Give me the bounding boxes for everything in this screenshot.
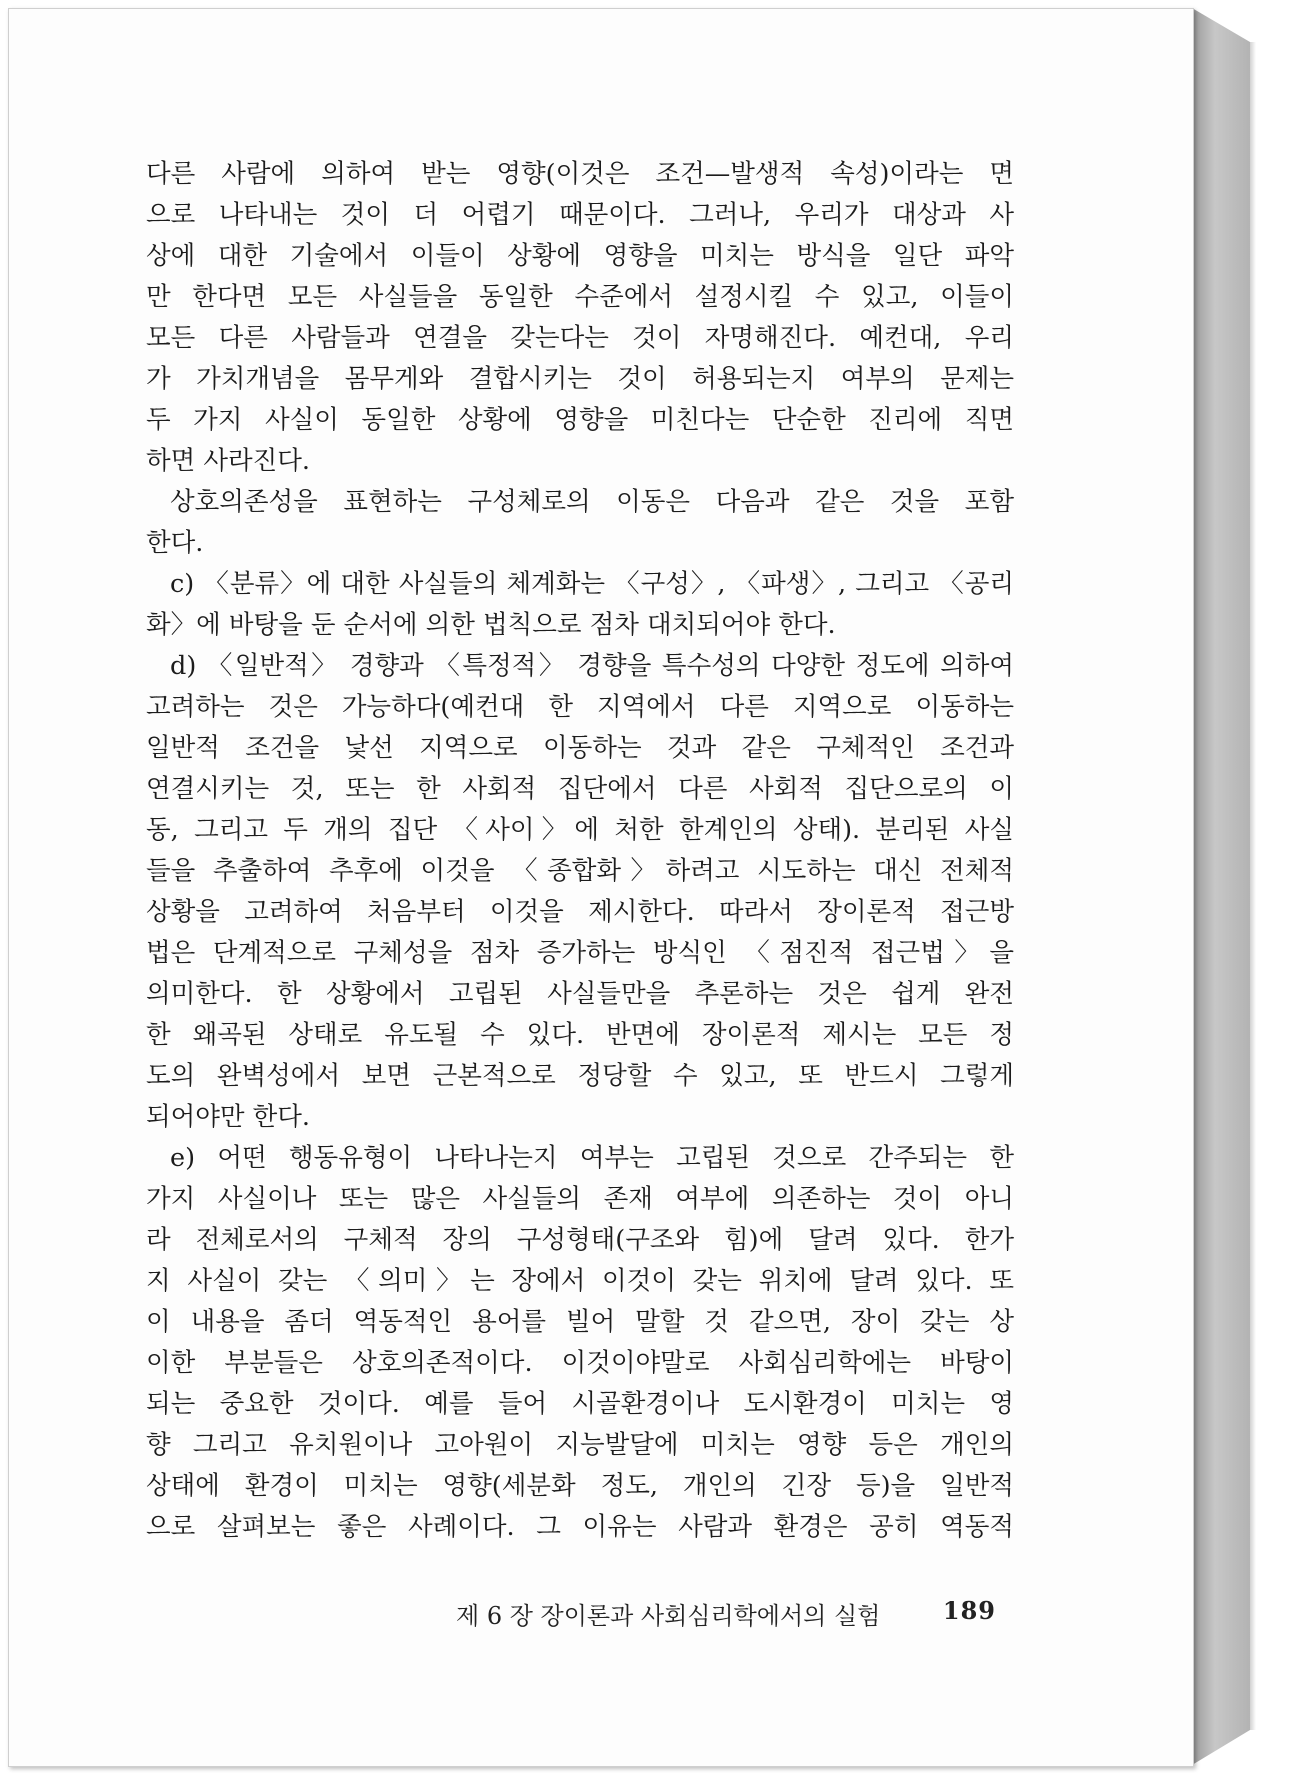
text-line: 모든 다른 사람들과 연결을 갖는다는 것이 자명해진다. 예컨대, 우리 [146,323,1014,353]
text-line: 라 전체로서의 구체적 장의 구성형태(구조와 힘)에 달려 있다. 한가 [146,1225,1014,1255]
text-line: 가 가치개념을 몸무게와 결합시키는 것이 허용되는지 여부의 문제는 [146,364,1014,394]
page-footer [456,1596,996,1631]
book-edge [1192,8,1250,1765]
text-line: 두 가지 사실이 동일한 상황에 영향을 미친다는 단순한 진리에 직면 [146,405,1014,435]
page-number: 189 [942,1596,996,1625]
text-line: 다른 사람에 의하여 받는 영향(이것은 조건—발생적 속성)이라는 면 [146,159,1014,189]
text-line: 의미한다. 한 상황에서 고립된 사실들만을 추론하는 것은 쉽게 완전 [146,979,1014,1009]
text-line: 들을 추출하여 추후에 이것을 〈종합화〉하려고 시도하는 대신 전체적 [146,856,1014,886]
book-edge-shadow [1250,42,1256,1730]
text-line: d) 〈일반적〉 경향과 〈특정적〉 경향을 특수성의 다양한 정도에 의하여 [170,651,1014,681]
text-line: 만 한다면 모든 사실들을 동일한 수준에서 설정시킬 수 있고, 이들이 [146,282,1014,312]
text-line: 으로 살펴보는 좋은 사례이다. 그 이유는 사람과 환경은 공히 역동적 [146,1512,1014,1542]
text-line: 법은 단계적으로 구체성을 점차 증가하는 방식인 〈점진적 접근법〉을 [146,938,1014,968]
text-line: 일반적 조건을 낯선 지역으로 이동하는 것과 같은 구체적인 조건과 [146,733,1014,763]
text-line: 이한 부분들은 상호의존적이다. 이것이야말로 사회심리학에는 바탕이 [146,1348,1014,1378]
text-line: 한 왜곡된 상태로 유도될 수 있다. 반면에 장이론적 제시는 모든 정 [146,1020,1014,1050]
text-line: 연결시키는 것, 또는 한 사회적 집단에서 다른 사회적 집단으로의 이 [146,774,1014,804]
text-line: 도의 완벽성에서 보면 근본적으로 정당할 수 있고, 또 반드시 그렇게 [146,1061,1014,1091]
text-line: 이 내용을 좀더 역동적인 용어를 빌어 말할 것 같으면, 장이 갖는 상 [146,1307,1014,1337]
text-line: 동, 그리고 두 개의 집단 〈사이〉에 처한 한계인의 상태). 분리된 사실 [146,815,1014,845]
text-line: 화〉에 바탕을 둔 순서에 의한 법칙으로 점차 대치되어야 한다. [146,610,836,640]
text-line: 상에 대한 기술에서 이들이 상황에 영향을 미치는 방식을 일단 파악 [146,241,1014,271]
text-line: 상호의존성을 표현하는 구성체로의 이동은 다음과 같은 것을 포함 [170,487,1014,517]
running-head: 제 6 장 장이론과 사회심리학에서의 실험 [456,1602,881,1630]
text-line: 되는 중요한 것이다. 예를 들어 시골환경이나 도시환경이 미치는 영 [146,1389,1014,1419]
text-line: c) 〈분류〉에 대한 사실들의 체계화는 〈구성〉, 〈파생〉, 그리고 〈공리 [170,569,1014,599]
text-line: 으로 나타내는 것이 더 어렵기 때문이다. 그러나, 우리가 대상과 사 [146,200,1014,230]
text-line: 되어야만 한다. [146,1102,311,1132]
text-line: 상태에 환경이 미치는 영향(세분화 정도, 개인의 긴장 등)을 일반적 [146,1471,1014,1501]
text-line: 지 사실이 갖는 〈의미〉는 장에서 이것이 갖는 위치에 달려 있다. 또 [146,1266,1014,1296]
text-line: 하면 사라진다. [146,446,311,476]
text-line: 상황을 고려하여 처음부터 이것을 제시한다. 따라서 장이론적 접근방 [146,897,1014,927]
body-text [146,154,1014,1548]
text-line: e) 어떤 행동유형이 나타나는지 여부는 고립된 것으로 간주되는 한 [170,1143,1014,1173]
text-line: 향 그리고 유치원이나 고아원이 지능발달에 미치는 영향 등은 개인의 [146,1430,1014,1460]
text-line: 고려하는 것은 가능하다(예컨대 한 지역에서 다른 지역으로 이동하는 [146,692,1014,722]
text-line: 가지 사실이나 또는 많은 사실들의 존재 여부에 의존하는 것이 아니 [146,1184,1014,1214]
text-line: 한다. [146,528,204,558]
